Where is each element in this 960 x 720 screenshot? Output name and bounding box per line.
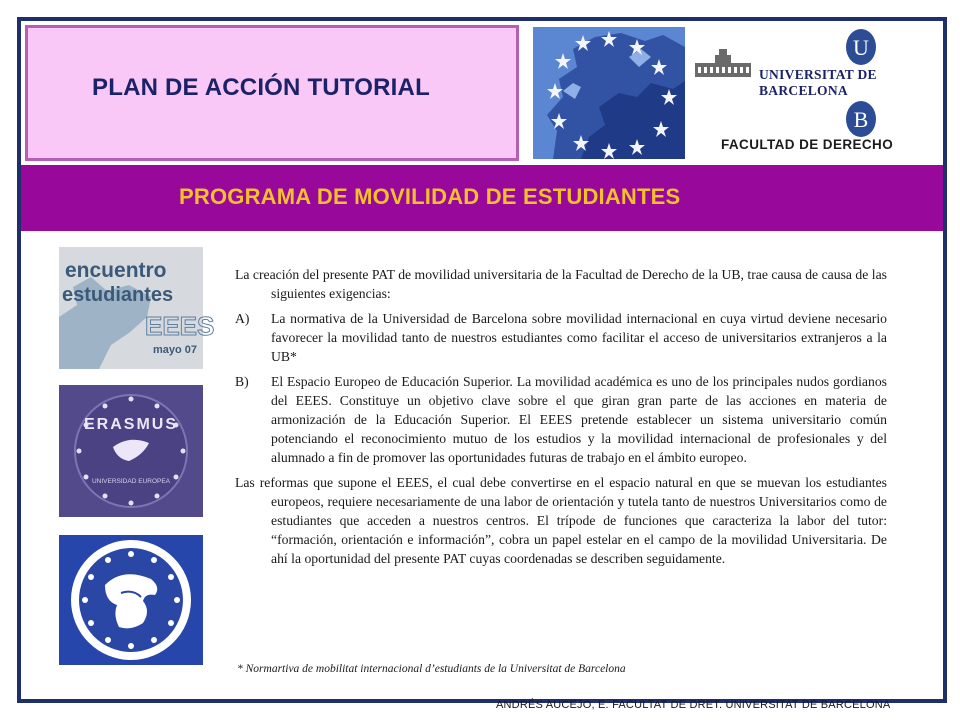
intro-paragraph: La creación del presente PAT de movilidad universitaria de la Facultad de Derecho de la UB, trae causa de causa de las siguientes exigencias: bbox=[235, 267, 887, 301]
closing-paragraph: Las reformas que supone el EEES, el cual debe convertirse en el espacio natural en que se muevan los estudiantes europeos, requiere necesariamente de una labor de orientación y tutela tanto de nuestros Universitarios como de estudiantes que acceden a nuestros centros. El trípode de funciones que caracteriza la labor del tutor: “formación, orientación e información”, cobra un papel estelar en el campo de la movilidad Universitaria. De ahí la oportunidad del presente PAT cuyas coordenadas se describen seguidamente. bbox=[235, 475, 887, 566]
page-title: PLAN DE ACCIÓN TUTORIAL bbox=[92, 74, 430, 101]
universidad-europea-word: UNIVERSIDAD EUROPEA bbox=[91, 478, 171, 485]
europe-map-image bbox=[533, 27, 685, 159]
list-item-text: La normativa de la Universidad de Barcelona sobre movilidad internacional en cuya virtud deviene necesario favorecer la movilidad tanto de nuestros estudiantes como facilitar el acceso de universitarios extranjeros a la UB* bbox=[271, 311, 887, 364]
list-item-label: B) bbox=[235, 374, 249, 389]
main-text bbox=[235, 265, 887, 574]
mayo-word: mayo 07 bbox=[153, 344, 198, 356]
university-name: UNIVERSITAT DE BARCELONA bbox=[759, 67, 877, 98]
section-banner bbox=[21, 165, 943, 231]
europa-stars-logo-image bbox=[59, 535, 203, 665]
estudiantes-word: estudiantes bbox=[62, 284, 174, 306]
university-logo bbox=[689, 27, 939, 161]
footnote: * Normartiva de mobilitat internacional d’estudiants de la Universitat de Barcelona bbox=[237, 663, 626, 675]
list-item-label: A) bbox=[235, 311, 250, 326]
eees-word: EEES bbox=[145, 311, 215, 341]
title-box bbox=[25, 25, 519, 161]
erasmus-graphic bbox=[59, 385, 203, 517]
list-item-text: El Espacio Europeo de Educación Superior. La movilidad académica es uno de los principales nudos gordianos del EEES. Constituye un objetivo clave sobre el que giran gran parte de las acciones en materia de armonización de la Educación Superior. El EEES pretende establecer un sistema universitario común potenciando el reconocimiento mutuo de los estudios y la movilidad internacional de profesionales y del alumnado a fin de promover las oportunidades futuras de trabajo en el ámbito europeo. bbox=[271, 374, 887, 465]
encuentro-word: encuentro bbox=[65, 259, 167, 282]
section-title: PROGRAMA DE MOVILIDAD DE ESTUDIANTES bbox=[179, 184, 681, 209]
list-item-b bbox=[235, 372, 887, 467]
encuentro-graphic bbox=[59, 247, 215, 369]
encuentro-estudiantes-image bbox=[59, 247, 215, 369]
erasmus-logo-image bbox=[59, 385, 203, 517]
list-item-a bbox=[235, 309, 887, 366]
logo-letter-b: B bbox=[853, 107, 869, 132]
logo-letter-u: U bbox=[853, 35, 869, 60]
slide-frame bbox=[17, 17, 947, 703]
faculty-name: FACULTAD DE DERECHO bbox=[721, 137, 894, 152]
europe-map-graphic bbox=[533, 27, 685, 159]
author-credit: ANDRÉS AUCEJO, E. FACULTAT DE DRET. UNIVERSITAT DE BARCELONA bbox=[496, 699, 891, 711]
europa-stars-graphic bbox=[59, 535, 203, 665]
erasmus-word: ERASMUS bbox=[83, 416, 179, 433]
